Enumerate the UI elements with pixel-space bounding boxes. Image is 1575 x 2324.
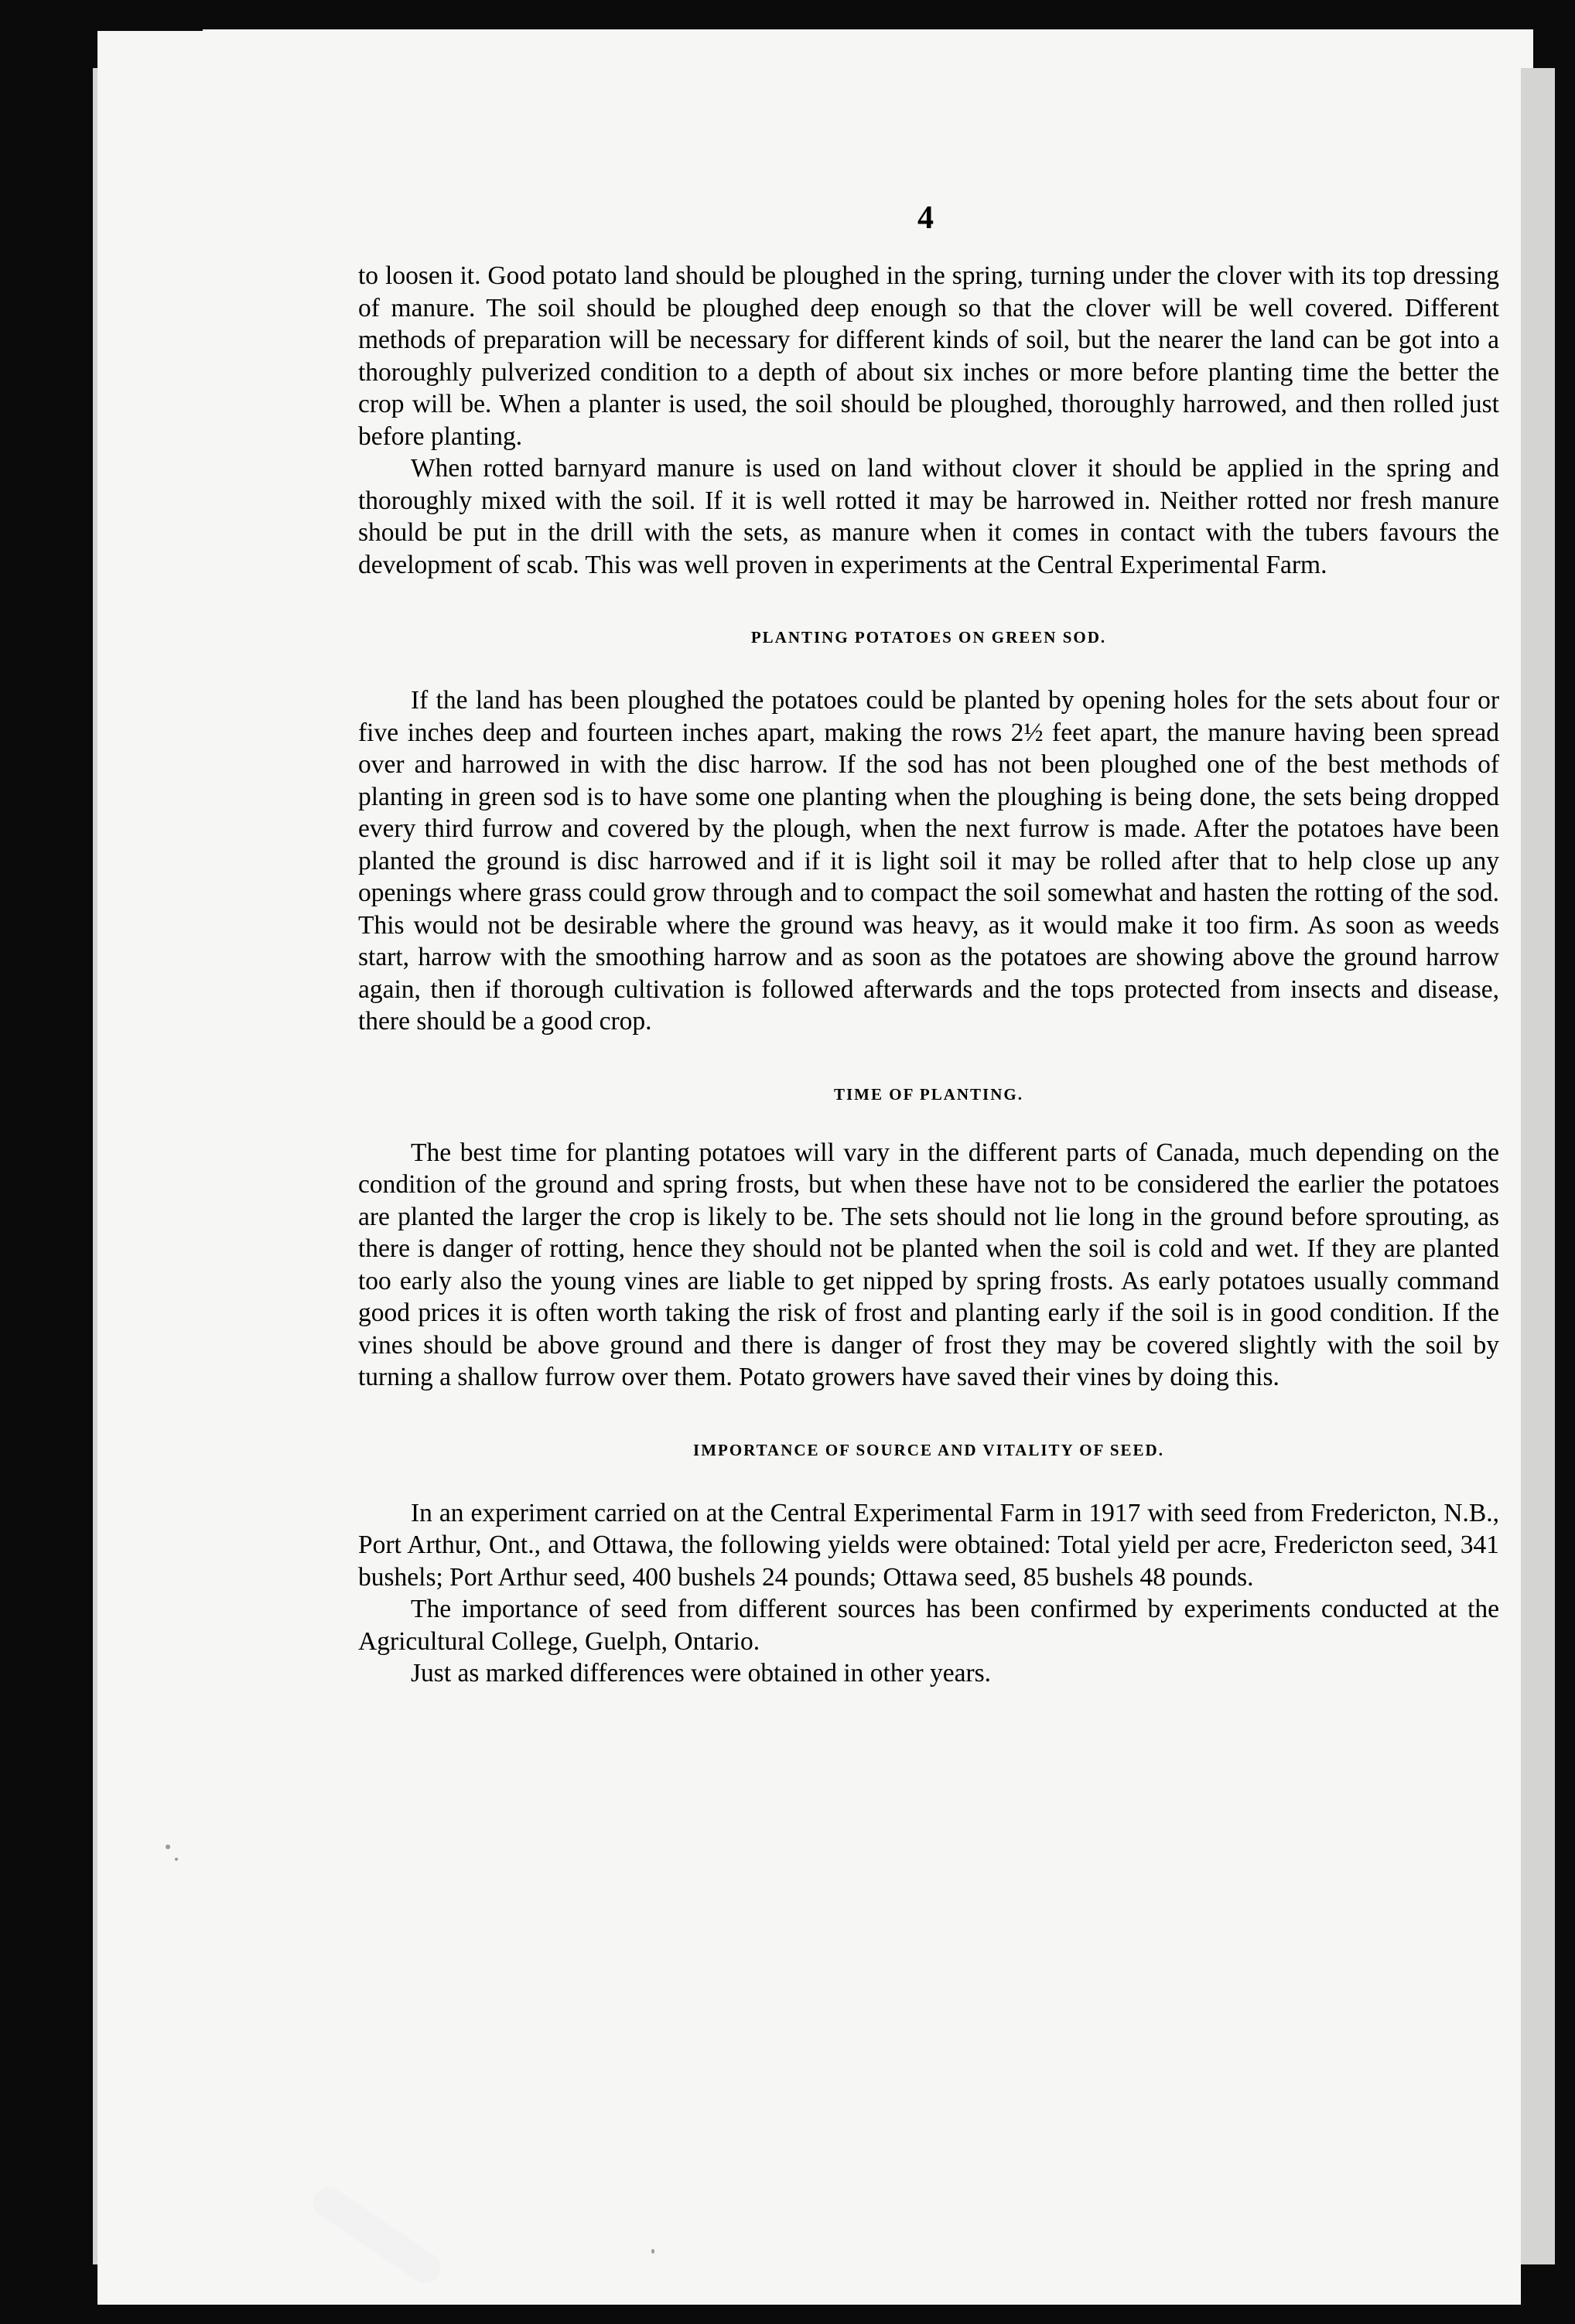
page-top-edge [203,29,1533,68]
paragraph-green-sod: If the land has been ploughed the potatoes could be planted by opening holes for the sets about four or five inches deep and fourteen inches apart, making the rows 2½ feet apart, the manure having been spread over and harrowed in with the disc harrow. If the sod has not been ploughed one of the best methods of planting in green sod is to have some one planting when the ploughing is being done, the sets being dropped every third furrow and covered by the plough, when the next furrow is made. After the potatoes have been planted the ground is disc harrowed and if it is light soil it may be rolled after that to help close up any openings where grass could grow through and to compact the soil somewhat and hasten the rotting of the sod. This would not be desirable where the ground was heavy, as it would make it too firm. As soon as weeds start, harrow with the smoothing harrow and as soon as the potatoes are showing above the ground harrow again, then if thorough cultivation is followed afterwards and the tops protected from insects and disease, there should be a good crop. [358,686,1499,1036]
body-text [358,260,1499,1690]
page-number: 4 [917,200,934,236]
section-heading-time-of-planting: TIME OF PLANTING. [834,1084,1023,1104]
scan-speck [166,1845,170,1849]
scan-speck [175,1858,178,1861]
scan-speck [651,2249,654,2254]
paragraph-seed-3: Just as marked differences were obtained in other years. [411,1659,992,1688]
section-heading-green-sod: PLANTING POTATOES ON GREEN SOD. [750,628,1107,647]
section-heading-seed: IMPORTANCE OF SOURCE AND VITALITY OF SEED. [693,1440,1164,1459]
paragraph-seed-1: In an experiment carried on at the Central Experimental Farm in 1917 with seed from Fredericton, N.B., Port Arthur, Ont., and Ottawa, the following yields were obtained: Total yield per acre, Fredericton seed, 341 bushels; Port Arthur seed, 400 bushels 24 pounds; Ottawa seed, 85 bushels 48 pounds. [358,1498,1499,1592]
paragraph-intro-2: When rotted barnyard manure is used on land without clover it should be applied in the spring and thoroughly mixed with the soil. If it is well rotted it may be harrowed in. Neither rotted nor fresh manure should be put in the drill with the sets, as manure when it comes in contact with the tubers favours the development of scab. This was well proven in experiments at the Central Experimental Farm. [358,454,1499,579]
paragraph-intro-1: to loosen it. Good potato land should be ploughed in the spring, turning under the clover with its top dressing of manure. The soil should be ploughed deep enough so that the clover will be well covered. Different methods of preparation will be necessary for different kinds of soil, but the nearer the land can be got into a thoroughly pulverized condition to a depth of about six inches or more before planting time the better the crop will be. When a planter is used, the soil should be ploughed, thoroughly harrowed, and then rolled just before planting. [358,261,1499,451]
paragraph-seed-2: The importance of seed from different sources has been confirmed by experiments conducted at the Agricultural College, Guelph, Ontario. [358,1595,1499,1656]
paragraph-time-of-planting: The best time for planting potatoes will vary in the different parts of Canada, much depending on the condition of the ground and spring frosts, but when these have not to be considered the earlier the potatoes are planted the larger the crop is likely to be. The sets should not lie long in the ground before sprouting, as there is danger of rotting, hence they should not be planted when the soil is cold and wet. If they are planted too early also the young vines are liable to get nipped by spring frosts. As early potatoes usually command good prices it is often worth taking the risk of frost and planting early if the soil is in good condition. If the vines should be above ground and there is danger of frost they may be covered slightly with the soil by turning a shallow furrow over them. Potato growers have saved their vines by doing this. [358,1138,1499,1391]
